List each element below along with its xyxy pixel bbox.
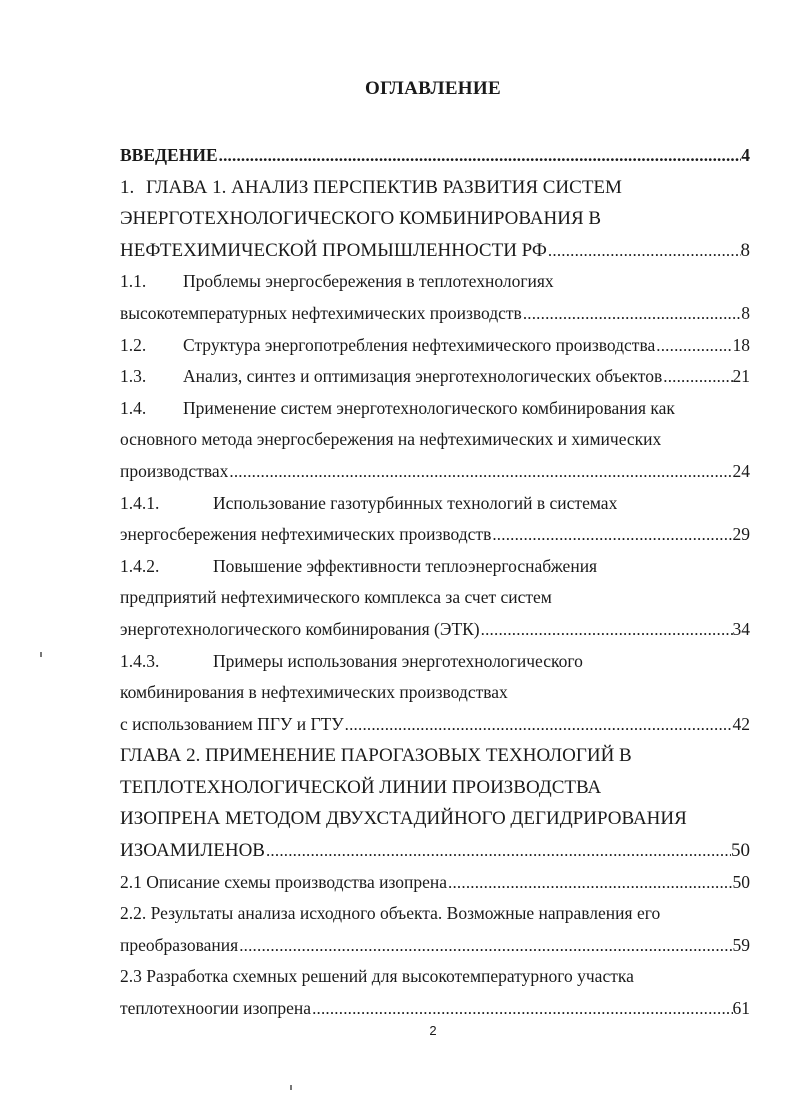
toc-entry-text: ИЗОПРЕНА МЕТОДОМ ДВУХСТАДИЙНОГО ДЕГИДРИРОВАНИЯ	[120, 808, 687, 830]
dot-leader	[311, 993, 732, 1025]
toc-entry-text: 2.3 Разработка схемных решений для высокотемпературного участка	[120, 966, 634, 987]
toc-entry-number: 1.1.	[120, 271, 147, 292]
toc-line	[120, 266, 750, 298]
toc-line	[120, 867, 750, 899]
toc-line	[120, 614, 750, 646]
toc-entry[interactable]	[120, 646, 750, 741]
toc-entry-text: Структура энергопотребления нефтехимического производства	[183, 334, 656, 355]
toc-entry-text: ВВЕДЕНИЕ	[120, 145, 218, 165]
table-of-contents	[120, 140, 750, 1025]
toc-page-number: 21	[732, 366, 750, 387]
toc-entry[interactable]	[120, 266, 750, 329]
toc-line	[120, 646, 750, 678]
toc-entry-number: 1.	[120, 176, 135, 198]
toc-entry[interactable]	[120, 740, 750, 866]
toc-page-number: 4	[741, 145, 750, 165]
toc-entry-text: Примеры использования энерготехнологического	[213, 650, 583, 671]
dot-leader	[547, 235, 741, 267]
toc-entry-text: ТЕПЛОТЕХНОЛОГИЧЕСКОЙ ЛИНИИ ПРОИЗВОДСТВА	[120, 776, 602, 798]
scan-speck	[290, 1085, 292, 1090]
toc-entry-text: Применение систем энерготехнологического комбинирования как	[183, 397, 675, 418]
toc-page-number: 61	[732, 998, 750, 1019]
toc-line	[120, 203, 750, 235]
toc-page-number: 18	[732, 334, 750, 355]
toc-line	[120, 898, 750, 930]
toc-entry-text: ИЗОАМИЛЕНОВ	[120, 840, 265, 862]
toc-title: ОГЛАВЛЕНИЕ	[365, 78, 501, 99]
scan-speck	[40, 652, 42, 657]
toc-line	[120, 803, 750, 835]
toc-line	[120, 772, 750, 804]
toc-entry-text: преобразования	[120, 934, 239, 955]
dot-leader	[522, 298, 741, 330]
toc-entry-text: производствах	[120, 460, 229, 481]
toc-entry-text: 2.2. Результаты анализа исходного объекта. Возможные направления его	[120, 903, 661, 924]
toc-entry-number: 1.4.3.	[120, 650, 160, 671]
page-number: 2	[429, 1023, 437, 1038]
toc-entry-number: 1.3.	[120, 366, 147, 387]
toc-line	[120, 930, 750, 962]
toc-page-number: 8	[740, 239, 750, 261]
toc-line	[120, 172, 750, 204]
toc-line	[120, 393, 750, 425]
dot-leader	[662, 361, 732, 393]
toc-line	[120, 488, 750, 520]
toc-line	[120, 551, 750, 583]
dot-leader	[447, 867, 732, 899]
dot-leader	[238, 930, 732, 962]
dot-leader	[265, 835, 731, 867]
dot-leader	[228, 456, 732, 488]
toc-entry-text: ГЛАВА 1. АНАЛИЗ ПЕРСПЕКТИВ РАЗВИТИЯ СИСТЕМ	[146, 176, 622, 198]
toc-entry-text: Проблемы энергосбережения в теплотехнологиях	[183, 271, 554, 292]
toc-line	[120, 298, 750, 330]
dot-leader	[655, 330, 732, 362]
toc-line	[120, 582, 750, 614]
toc-entry[interactable]	[120, 551, 750, 646]
toc-page-number: 34	[732, 618, 750, 639]
toc-entry-text: Повышение эффективности теплоэнергоснабжения	[213, 555, 598, 576]
toc-entry-text: основного метода энергосбережения на нефтехимических и химических	[120, 429, 662, 450]
toc-entry-text: НЕФТЕХИМИЧЕСКОЙ ПРОМЫШЛЕННОСТИ РФ	[120, 239, 547, 261]
toc-line	[120, 330, 750, 362]
toc-line	[120, 677, 750, 709]
toc-page-number: 24	[732, 460, 750, 481]
toc-entry-text: Анализ, синтез и оптимизация энерготехнологических объектов	[183, 366, 663, 387]
toc-entry[interactable]	[120, 361, 750, 393]
toc-line	[120, 740, 750, 772]
toc-page-number: 50	[731, 840, 750, 862]
toc-entry-number: 1.4.1.	[120, 492, 160, 513]
dot-leader	[491, 519, 732, 551]
toc-line	[120, 961, 750, 993]
toc-page-number: 59	[732, 934, 750, 955]
toc-entry-text: энергосбережения нефтехимических производств	[120, 524, 492, 545]
toc-entry-text: ЭНЕРГОТЕХНОЛОГИЧЕСКОГО КОМБИНИРОВАНИЯ В	[120, 208, 602, 230]
toc-entry[interactable]	[120, 488, 750, 551]
toc-entry-text: энерготехнологического комбинирования (ЭТК)	[120, 618, 480, 639]
toc-line	[120, 140, 750, 172]
toc-entry-number: 1.4.2.	[120, 555, 160, 576]
toc-entry[interactable]	[120, 961, 750, 1024]
toc-entry-text: ГЛАВА 2. ПРИМЕНЕНИЕ ПАРОГАЗОВЫХ ТЕХНОЛОГИЙ В	[120, 745, 632, 767]
toc-entry-number: 1.4.	[120, 397, 147, 418]
toc-entry-text: 2.1 Описание схемы производства изопрена	[120, 871, 448, 892]
toc-entry-text: комбинирования в нефтехимических производствах	[120, 682, 508, 703]
toc-line	[120, 235, 750, 267]
toc-page-number: 50	[732, 871, 750, 892]
toc-entry[interactable]	[120, 140, 750, 172]
toc-entry[interactable]	[120, 330, 750, 362]
toc-line	[120, 424, 750, 456]
toc-entry[interactable]	[120, 172, 750, 267]
toc-page-number: 8	[741, 302, 750, 323]
toc-line	[120, 519, 750, 551]
toc-line	[120, 361, 750, 393]
toc-entry-text: теплотехноогии изопрена	[120, 998, 312, 1019]
toc-entry-number: 1.2.	[120, 334, 147, 355]
toc-entry-text: Использование газотурбинных технологий в системах	[213, 492, 618, 513]
toc-entry[interactable]	[120, 898, 750, 961]
toc-page-number: 29	[732, 524, 750, 545]
toc-entry[interactable]	[120, 393, 750, 488]
dot-leader	[218, 140, 742, 172]
toc-entry-text: высокотемпературных нефтехимических производств	[120, 302, 522, 323]
toc-page-number: 42	[732, 713, 750, 734]
toc-line	[120, 835, 750, 867]
toc-entry[interactable]	[120, 867, 750, 899]
toc-line	[120, 993, 750, 1025]
dot-leader	[344, 709, 733, 741]
toc-entry-text: предприятий нефтехимического комплекса за счет систем	[120, 587, 552, 608]
toc-entry-text: с использованием ПГУ и ГТУ	[120, 713, 344, 734]
dot-leader	[480, 614, 733, 646]
toc-line	[120, 456, 750, 488]
toc-line	[120, 709, 750, 741]
